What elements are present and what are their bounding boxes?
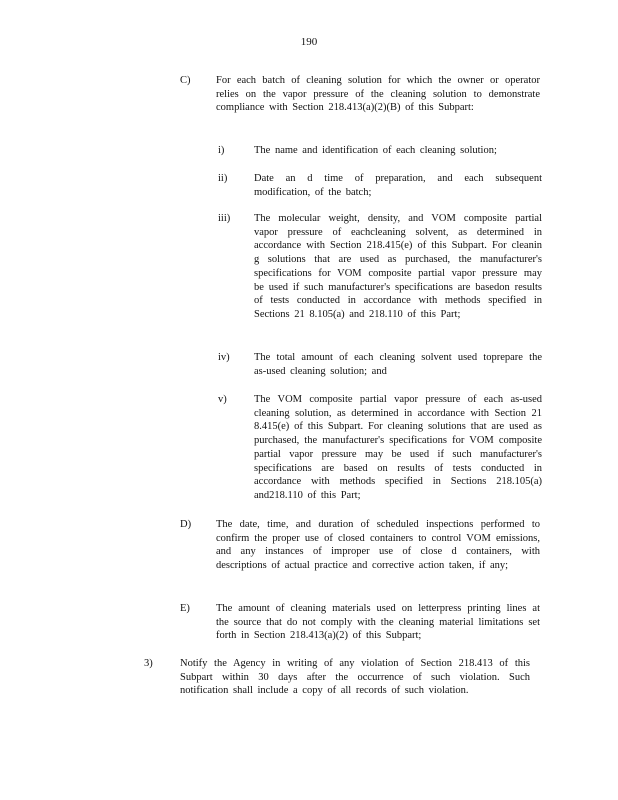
list-marker: ii) — [218, 173, 228, 184]
list-item-text: The name and identification of each cleaning solution; — [254, 145, 497, 156]
list-item-text: The VOM composite partial vapor pressure of each as-used cleaning solution, as determined in accordance with Section 21 8.415(e) of this Subpart. For cleaning solutions that are used as purchased, the manufacturer's specifications for VOM composite partial vapor pressure may be used if such manufacturer's specifications are based on results of tests conducted in accordance with methods specified in Sections 218.105(a) and218.110 of this Part; — [254, 394, 542, 501]
list-marker: iv) — [218, 352, 230, 363]
list-item-text: The date, time, and duration of scheduled inspections performed to confirm the proper use of closed containers to control VOM emissions, and any instances of improper use of close d containers, with descriptions of actual practice and corrective action taken, if any; — [216, 519, 540, 572]
list-marker: C) — [180, 75, 191, 86]
list-item-text: Date an d time of preparation, and each subsequent modification, of the batch; — [254, 173, 542, 198]
page-number: 190 — [300, 36, 318, 48]
list-item-text: The molecular weight, density, and VOM composite partial vapor pressure of eachcleaning solvent, as determined in accordance with Section 218.415(e) of this Subpart. For cleanin g solutions that are used as purchased, the manufacturer's specifications for VOM composite partial vapor pressure may be used if such manufacturer's specifications are basedon results of tests conducted in accordance with methods specified in Sections 21 8.105(a) and 218.110 of this Part; — [254, 213, 542, 320]
list-item-text: The amount of cleaning materials used on letterpress printing lines at the source that do not comply with the cleaning material limitations set forth in Section 218.413(a)(2) of this Subpart; — [216, 603, 540, 642]
list-marker: E) — [180, 603, 190, 614]
list-item-text: The total amount of each cleaning solvent used toprepare the as-used cleaning solution; and — [254, 352, 542, 377]
list-marker: D) — [180, 519, 192, 530]
list-item-text: Notify the Agency in writing of any violation of Section 218.413 of this Subpart within 30 days after the occurrence of such violation. Such notification shall include a copy of all records of such violation. — [180, 658, 530, 697]
list-marker: i) — [218, 145, 225, 156]
list-marker: 3) — [144, 658, 153, 669]
list-item-text: For each batch of cleaning solution for which the owner or operator relies on the vapor pressure of the cleaning solution to demonstrate compliance with Section 218.413(a)(2)(B) of this Subpart: — [216, 75, 540, 114]
list-marker: v) — [218, 394, 227, 405]
list-marker: iii) — [218, 213, 231, 224]
